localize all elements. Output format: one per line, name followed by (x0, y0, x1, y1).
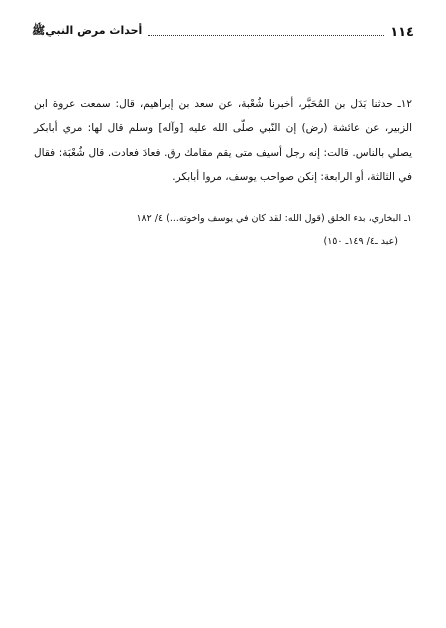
page-number: ١١٤ (390, 25, 414, 40)
header-dotted-leader (148, 34, 384, 36)
hadith-paragraph: ١٢ـ حدثنا بَدَل بن المُحَبَّر، أخبرنا شُعْبة، عن سعد بن إبراهيم، قال: سمعت عروة ابن الزبير، عن عائشة (رض) إن النّبي صلّى الله عليه [وآله] وسلم قال لها: مري أبابكر يصلي بالناس. قالت: إنه رجل أسيف متى يقم مقامك رق. فعادَ فعادت. قال شُعْبَة: فقال في الثالثة، أو الرابعة: إنكن صواحب يوسف، مروا أبابكر. (34, 97, 412, 183)
footnote-line-1: ١ـ البخاري، بدء الخلق (قول الله: لقد كان في يوسف واخوته...) ٤/ ١٨٢ (136, 213, 412, 224)
footnote-line-2: (عبد ـ٤/ ١٤٩ـ ١٥٠) (323, 236, 398, 247)
running-title: أحداث مرض النبيﷺ (32, 24, 143, 37)
page-header (32, 18, 414, 40)
footnote (34, 207, 412, 253)
